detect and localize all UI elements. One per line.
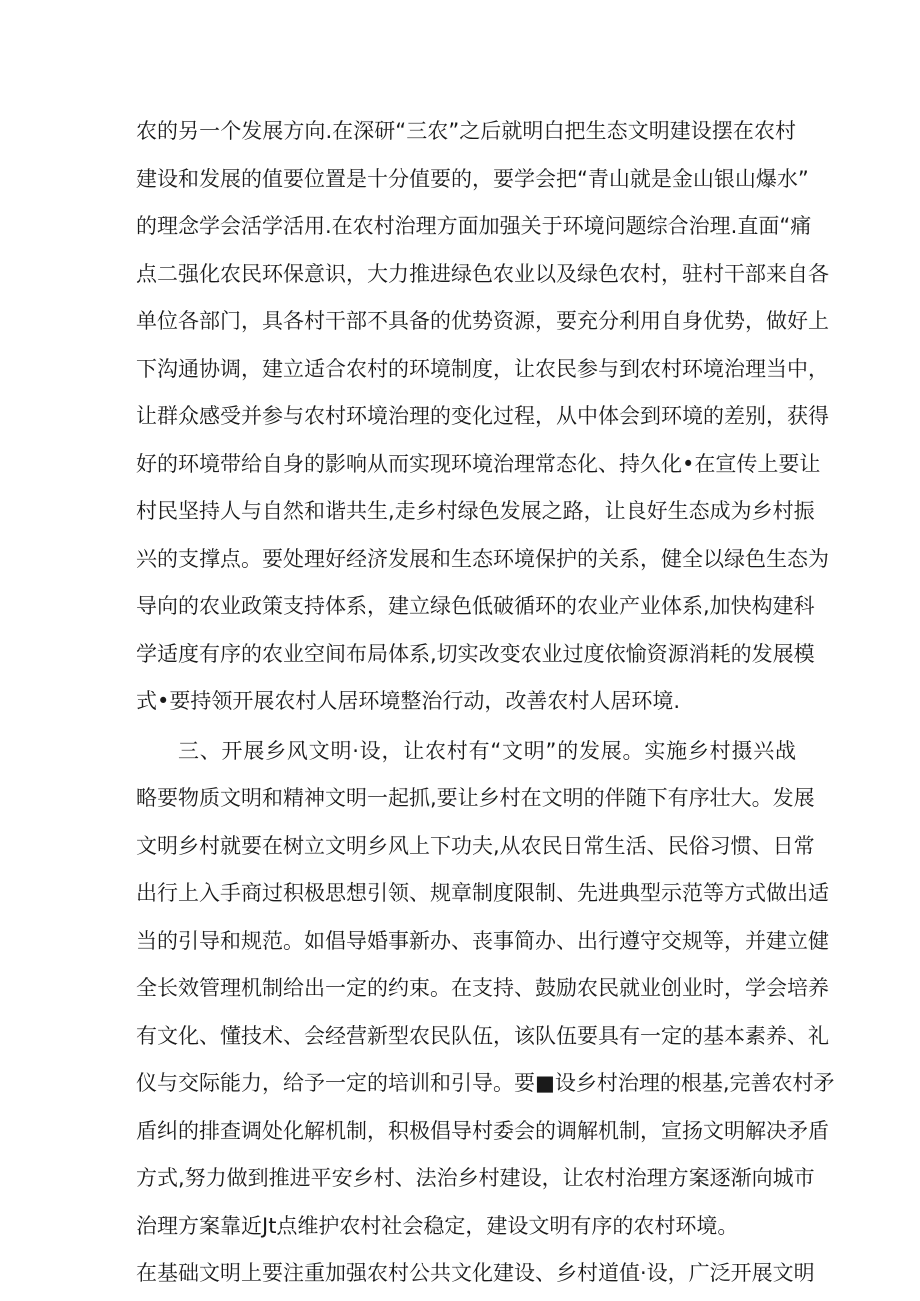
- text-line: 略要物质文明和精神文明一起抓,要让乡村在文明的伴随下有序壮大。发展: [136, 786, 815, 810]
- text-line: 学适度有序的农业空间布局体系,切实改变农业过度依愉资源消耗的发展模: [136, 641, 815, 666]
- text-line: 的理念学会活学活用.在农村治理方面加强关于环境问题综合治理.直面“痛: [136, 214, 812, 238]
- text-line: 农的另一个发展方向.在深研“三农”之后就明白把生态文明建设摆在农村: [136, 119, 796, 143]
- text-line: 方式,努力做到推进平安乡村、法治乡村建设，让农村治理方案逐渐向城市: [136, 1166, 815, 1190]
- text-line: 让群众感受并参与农村环境治理的变化过程，从中体会到环境的差别，获得: [136, 404, 829, 428]
- document-body: [136, 108, 835, 1298]
- text-line: 有文化、懂技术、会经营新型农民队伍，该队伍要具有一定的基本素养、礼: [136, 1023, 829, 1048]
- text-line: 下沟通协调，建立适合农村的环境制度，让农民参与到农村环境治理当中，: [136, 356, 829, 381]
- text-line: 点二强化农民环保意识，大力推进绿色农业以及绿色农村，驻村干部来自各: [136, 261, 829, 286]
- text-line: 文明乡村就要在树立文明乡风上下功夫,从农民日常生活、民俗习惯、日常: [136, 833, 815, 858]
- text-line: 出行上入手商过积极思想引领、规章制度限制、先进典型示范等方式做出适: [136, 881, 829, 905]
- text-line: 兴的支撑点。要处理好经济发展和生态环境保护的关系，健全以绿色生态为: [136, 546, 829, 571]
- text-line: 单位各部门，具各村干部不具备的优势资源，要充分利用自身优势，做好上: [136, 309, 829, 333]
- text-line: 仪与交际能力，给予一定的培训和引导。要■设乡村治理的根基,完善农村矛: [136, 1071, 835, 1095]
- paragraph-2: [136, 728, 835, 1251]
- section-heading-line: 三、开展乡风文明·设，让农村有“文明”的发展。实施乡村摄兴战: [178, 738, 796, 763]
- text-line: 好的环境带给自身的影响从而实现环境治理常态化、持久化•在宣传上要让: [136, 451, 821, 476]
- text-line: 建设和发展的值要位置是十分值要的，要学会把“青山就是金山银山爆水”: [136, 166, 809, 191]
- text-line: 全长效管理机制给出一定的约束。在支持、鼓励农民就业创业时，学会培养: [136, 976, 829, 1000]
- text-line: 在基础文明上要注重加强农村公共文化建设、乡村道值·设，广泛开展文明: [136, 1261, 815, 1285]
- text-line: 当的引导和规范。如倡导婚事新办、丧事简办、出行遵守交规等，并建立健: [136, 928, 829, 953]
- text-line: 式•要持领开展农村人居环境整治行动，改善农村人居环境.: [136, 689, 681, 713]
- text-line: 治理方案靠近Jt点维护农村社会稳定，建设文明有序的农村环境。: [136, 1213, 739, 1238]
- paragraph-1: [136, 108, 829, 726]
- text-line: 盾纠的排查调处化解机制，积极倡导村委会的调解机制，宣扬文明解决矛盾: [136, 1118, 829, 1143]
- paragraph-3: [136, 1250, 815, 1298]
- text-line: 导向的农业政策支持体系，建立绿色低破循环的农业产业体系,加快构建科: [136, 594, 815, 618]
- text-line: 村民坚持人与自然和谐共生,走乡村绿色发展之路，让良好生态成为乡村振: [136, 499, 815, 523]
